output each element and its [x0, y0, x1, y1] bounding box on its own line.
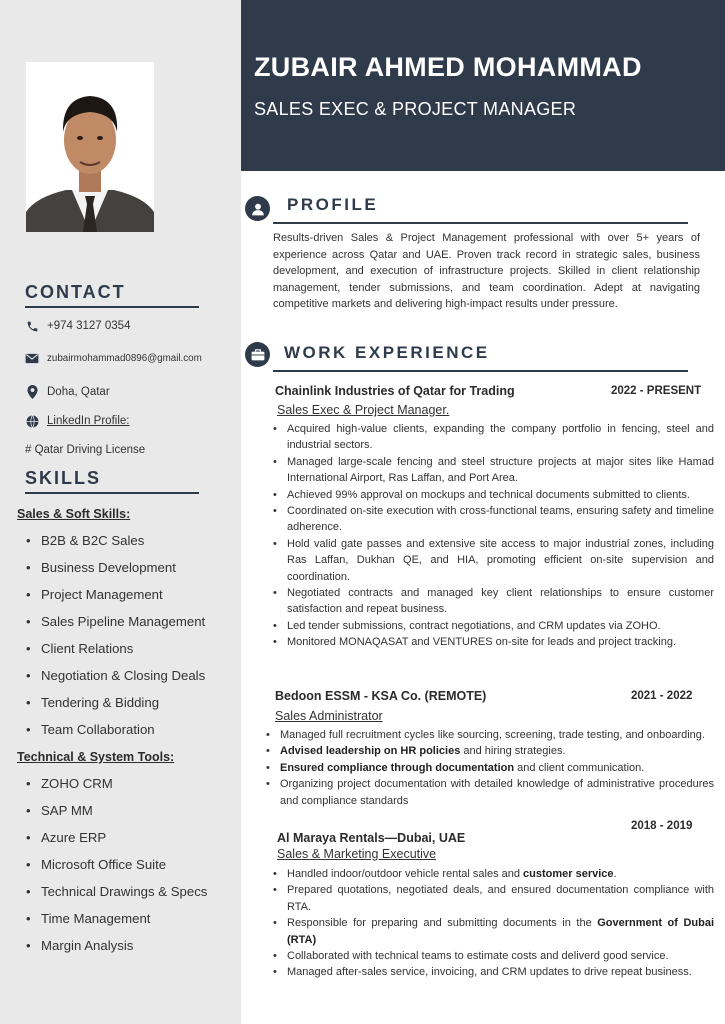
skill-item: • SAP MM — [26, 797, 207, 824]
list-item: • Managed full recruitment cycles like sourcing, screening, trade testing, and onboarding. — [266, 727, 714, 743]
soft-skills-heading: Sales & Soft Skills: — [17, 507, 131, 521]
tech-skills-list — [26, 770, 207, 959]
profile-photo — [26, 62, 154, 232]
linkedin-link[interactable]: LinkedIn Profile: — [47, 415, 130, 427]
skill-item: • Project Management — [26, 581, 205, 608]
job-company: Al Maraya Rentals—Dubai, UAE — [277, 831, 466, 845]
job-dates: 2021 - 2022 — [631, 690, 693, 702]
email-text[interactable]: zubairmohammad0896@gmail.com — [47, 352, 202, 364]
user-icon — [245, 196, 270, 221]
job-bullets — [273, 866, 714, 981]
experience-divider — [273, 370, 688, 372]
driving-license: # Qatar Driving License — [25, 444, 146, 456]
skill-item: • Margin Analysis — [26, 932, 207, 959]
location-icon — [25, 385, 39, 399]
list-item: • Prepared quotations, negotiated deals, and ensured documentation compliance with RTA. — [273, 882, 714, 915]
skill-item: • Technical Drawings & Specs — [26, 878, 207, 905]
skill-item: • Time Management — [26, 905, 207, 932]
list-item: • Negotiated contracts and managed key client relationships to ensure customer satisfaction and repeat business. — [273, 585, 714, 618]
location-text: Doha, Qatar — [47, 386, 110, 398]
list-item: • Hold valid gate passes and extensive site access to major industrial zones, including Ras Laffan, Dukhan QE, and HIA, promoting efficient on-site supervision and coordination. — [273, 536, 714, 585]
skill-item: • Business Development — [26, 554, 205, 581]
contact-location — [25, 385, 110, 399]
job-dates: 2018 - 2019 — [631, 820, 693, 832]
skill-item: • Client Relations — [26, 635, 205, 662]
profile-divider — [273, 222, 688, 224]
skill-item: • Tendering & Bidding — [26, 689, 205, 716]
list-item: • Coordinated on-site execution with cross-functional teams, ensuring safety and timeline adherence. — [273, 503, 714, 536]
list-item: • Ensured compliance through documentation and client communication. — [266, 760, 714, 776]
contact-heading: CONTACT — [25, 282, 126, 302]
candidate-name: ZUBAIR AHMED MOHAMMAD — [254, 52, 642, 82]
list-item: • Managed large-scale fencing and steel structure projects at major sites like Hamad International Airport, Ras Laffan, and Port Area. — [273, 454, 714, 487]
contact-divider — [25, 306, 199, 308]
list-item: • Monitored MONAQASAT and VENTURES on-site for leads and project tracking. — [273, 634, 714, 650]
contact-email — [25, 351, 202, 365]
list-item: • Responsible for preparing and submitting documents in the Government of Dubai (RTA) — [273, 915, 714, 948]
candidate-title: SALES EXEC & PROJECT MANAGER — [254, 99, 577, 119]
skill-item: • Azure ERP — [26, 824, 207, 851]
profile-summary: Results-driven Sales & Project Management professional with over 5+ years of experience across Qatar and UAE. Proven track record in strategic sales, business development, and execution of infrastructure projects. Skilled in client relationship management, tender submissions, and team coordination. Adept at navigating competitive markets and delivering high-impact results under pressure. — [273, 232, 700, 310]
list-item: • Achieved 99% approval on mockups and technical documents submitted to clients. — [273, 487, 714, 503]
phone-icon — [25, 319, 39, 333]
job-dates: 2022 - PRESENT — [611, 385, 702, 397]
skills-heading: SKILLS — [25, 468, 102, 488]
skill-item: • Negotiation & Closing Deals — [26, 662, 205, 689]
soft-skills-list — [26, 527, 205, 743]
tech-skills-heading: Technical & System Tools: — [17, 750, 175, 764]
job-company: Bedoon ESSM - KSA Co. (REMOTE) — [275, 689, 487, 703]
skill-item: • ZOHO CRM — [26, 770, 207, 797]
skill-item: • Microsoft Office Suite — [26, 851, 207, 878]
phone-text[interactable]: +974 3127 0354 — [47, 320, 131, 332]
list-item: • Organizing project documentation with detailed knowledge of administrative procedures and compliance standards — [266, 776, 714, 809]
job-company: Chainlink Industries of Qatar for Trading — [275, 384, 515, 398]
skill-item: • Sales Pipeline Management — [26, 608, 205, 635]
list-item: • Led tender submissions, contract negotiations, and CRM updates via ZOHO. — [273, 618, 714, 634]
skill-item: • Team Collaboration — [26, 716, 205, 743]
email-icon — [25, 351, 39, 365]
profile-heading: PROFILE — [287, 195, 379, 214]
list-item: • Advised leadership on HR policies and hiring strategies. — [266, 743, 714, 759]
contact-linkedin — [25, 414, 129, 428]
job-bullets — [273, 421, 714, 651]
list-item: • Managed after-sales service, invoicing, and CRM updates to drive repeat business. — [273, 964, 714, 980]
briefcase-icon — [245, 342, 270, 367]
skill-item: • B2B & B2C Sales — [26, 527, 205, 554]
list-item: • Collaborated with technical teams to estimate costs and deliverd good service. — [273, 948, 714, 964]
globe-icon — [25, 414, 39, 428]
job-role: Sales Administrator — [275, 709, 383, 723]
job-role: Sales & Marketing Executive — [277, 847, 437, 861]
job-role: Sales Exec & Project Manager. — [277, 403, 450, 417]
list-item: • Acquired high-value clients, expanding the company portfolio in fencing, steel and industrial sectors. — [273, 421, 714, 454]
job-bullets — [266, 727, 714, 809]
contact-phone — [25, 319, 130, 333]
skills-divider — [25, 492, 199, 494]
list-item: • Handled indoor/outdoor vehicle rental sales and customer service. — [273, 866, 714, 882]
experience-heading: WORK EXPERIENCE — [284, 343, 490, 362]
